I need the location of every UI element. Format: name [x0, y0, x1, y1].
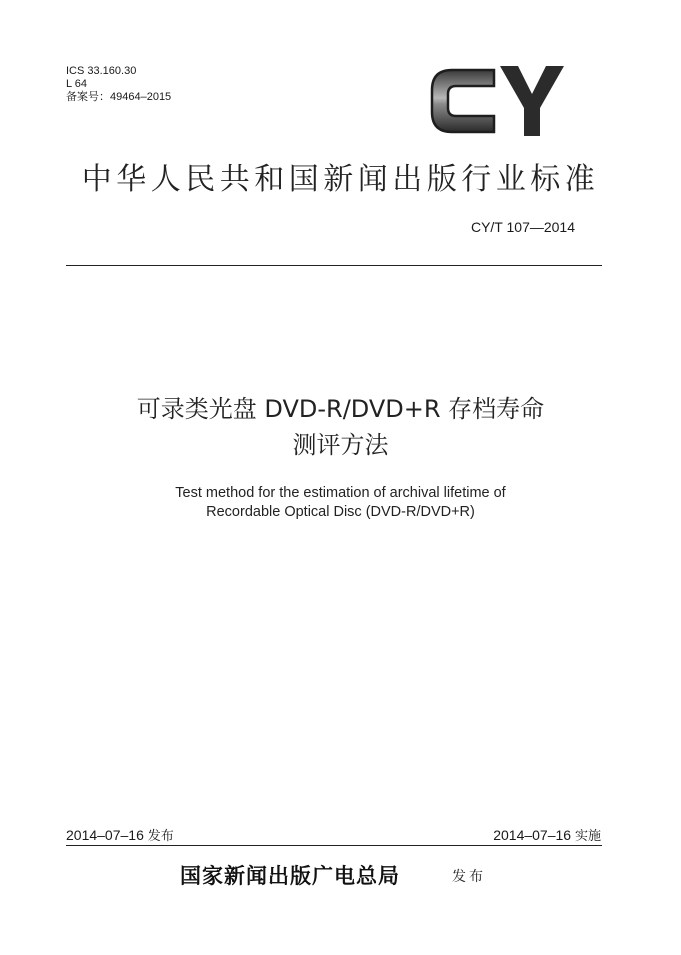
issuing-authority: 国家新闻出版广电总局 — [180, 863, 400, 888]
publish-label: 发布 — [147, 829, 174, 844]
publish-date — [66, 825, 174, 844]
issue-label: 发布 — [452, 869, 486, 885]
record-number: 备案号：49464–2015 — [66, 91, 172, 103]
cy-logo — [428, 60, 568, 142]
classification-code: L 64 — [66, 78, 88, 90]
implement-date-value: 2014–07–16 — [493, 827, 572, 843]
english-title-line-2: Recordable Optical Disc (DVD-R/DVD+R) — [206, 504, 475, 520]
standard-number: CY/T 107—2014 — [470, 219, 575, 235]
bottom-divider — [66, 845, 602, 846]
standard-category: 中华人民共和国新闻出版行业标准 — [81, 162, 600, 197]
implement-date — [493, 825, 601, 844]
top-divider — [66, 265, 602, 266]
publish-date-value: 2014–07–16 — [66, 827, 144, 843]
implement-label: 实施 — [574, 829, 601, 844]
ics-code: ICS 33.160.30 — [66, 65, 137, 77]
chinese-title-line-2: 测评方法 — [292, 431, 389, 459]
chinese-title-line-1: 可录类光盘 DVD-R/DVD+R 存档寿命 — [136, 395, 545, 423]
english-title-line-1: Test method for the estimation of archival lifetime of — [175, 485, 506, 501]
document-metadata — [66, 65, 171, 104]
